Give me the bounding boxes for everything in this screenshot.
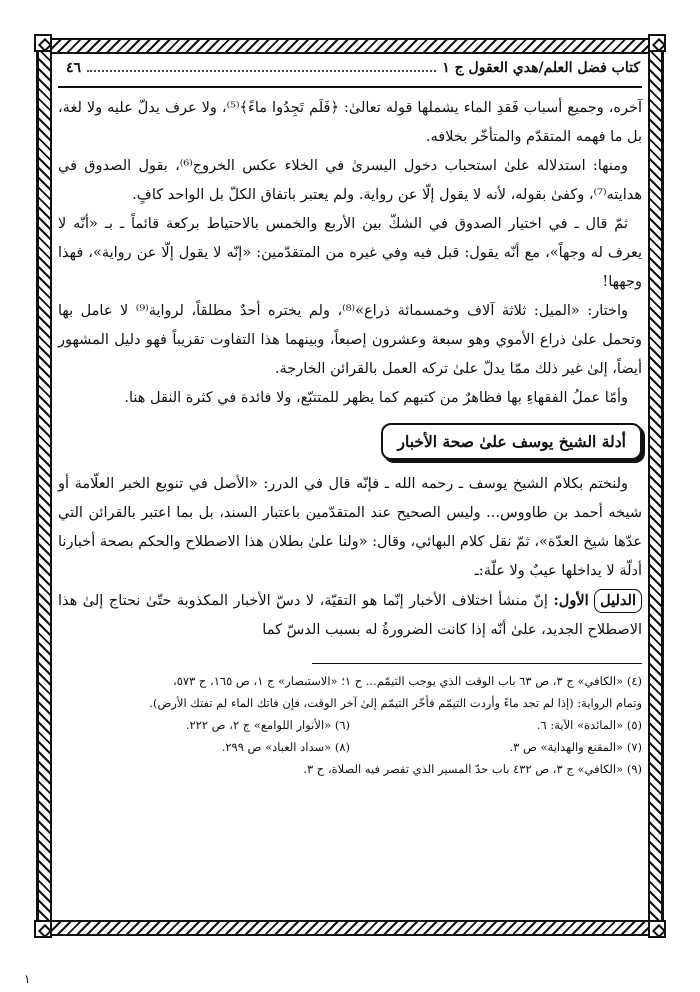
page-number: ٤٦ [66,60,82,76]
footnote: (٥) «المائدة» الآية: ٦. [536,718,642,732]
evidence-paragraph [58,586,642,645]
frame-corner-ornament [648,34,666,52]
paragraph: ولنختم بكلام الشيخ يوسف ـ رحمه الله ـ فإنّه قال في الدرر: «الأصل في تنويع الخبر العلّامة أو شيخه أحمد بن طاووس... وليس الصحيح عند المتقدّمين باعتبار السند، بل بما اعتبر بالقرائن التي عدّها شيخ العدّة»، ثمّ نقل كلام البهائي، وقال: «ولنا علىٰ بطلان هذا الاصطلاح والحكم بصحة أخبارنا أدلّة لا يداخلها عيبٌ ولا علّة:ـ [58,476,642,579]
footnote: (٨) «سداد العباد» ص ٢٩٩. [221,740,350,754]
footnote-continuation: وتمام الرواية: (إذا لم تجد ماءً وأردت التيمّم فأخّر التيمّم إلىٰ آخر الوقت، فإن فاتك الماء لم تفتك الأرض). [149,696,642,710]
frame-corner-ornament [648,920,666,938]
paragraph: وأمّا عملُ الفقهاءِ بها فظاهرٌ من كتبهم كما يظهر للمتتبّع، ولا فائدة في كثرة النقل هنا. [124,390,628,406]
footnote: (٤) «الكافي» ج ٣، ص ٦٣ باب الوقت الذي يوجب التيمّم... ح ١؛ «الاستبصار» ج ١، ص ١٦٥، ح ٥٧٣، [173,674,642,688]
header-leader-dots [87,60,436,72]
paragraph: واختار: «الميل: ثلاثة آلاف وخمسمائة ذراع»⁽⁸⁾، ولم يختره أحدٌ مطلقاً، لرواية⁽⁹⁾ لا عامل بها وتحمل علىٰ ذراع الأموي وهو سبعة وعشرون إصبعاً، وبينهما هذا التفاوت تقريباً فهو دليل المشهور أيضاً، إلىٰ غير ذلك ممّا يدلّ علىٰ تركه العمل بالقرائن الخارجة. [58,303,642,377]
evidence-label: الدليل [594,589,642,613]
frame-border-right [649,52,661,922]
footnote-row [58,736,642,758]
page-content [58,60,642,915]
book-title: كتاب فضل العلم/هدي العقول ج ١ [442,60,640,76]
section-heading-container [58,423,642,460]
footnote: (٧) «المقنع والهداية» ص ٣. [509,740,642,754]
corner-mark: ١ [24,972,31,986]
footnote-row [58,714,642,736]
paragraph: ومنها: استدلاله علىٰ استحباب دخول اليسرىٰ في الخلاء عكس الخروج⁽⁶⁾، بقول الصدوق في هدايته⁽⁷⁾، وكفىٰ بقوله، لأنه لا يقول إلّا عن رواية. ولم يعتبر باتفاق الكلّ بل الواحد كافٍ. [58,158,642,203]
evidence-text: إنّ منشأ اختلاف الأخبار إنّما هو التقيّة، لا دسّ الأخبار المكذوبة حتّىٰ نحتاج إلىٰ هذا الاصطلاح الجديد، علىٰ أنّه إذا كانت الضرورةُ له بسبب الدسّ كما [58,593,642,638]
section-heading: أدلة الشيخ يوسف علىٰ صحة الأخبار [381,423,642,460]
frame-border-bottom [39,922,661,934]
paragraph: ثمّ قال ـ في اختيار الصدوق في الشكّ بين الأربع والخمس بالاحتياط بركعة قائماً ـ بـ «أنّه لا يعرف له وجهاً»، مع أنّه يقول: قبل فيه وفي غيره من المتقدّمين: «إنّه لا يقول إلّا عن رواية»، فهذا وجهها! [58,216,642,290]
paragraph: آخره، وجميع أسباب فَقدِ الماء يشملها قوله تعالىٰ: ﴿فَلَم تَجِدُوا ماءً﴾⁽⁵⁾، ولا عرف يدلّ عليه ولا لغة، بل ما فهمه المتقدّم والمتأخّر بخلافه. [58,100,642,145]
footnote: (٦) «الأنوار اللوامع» ج ٢، ص ٢٢٢. [185,718,350,732]
footnote: (٩) «الكافي» ج ٣، ص ٤٣٢ باب حدّ المسير الذي تقصر فيه الصلاة، ح ٣. [303,762,642,776]
frame-corner-ornament [34,34,52,52]
footnotes [58,670,642,780]
frame-border-top [39,40,661,52]
footnote-separator [312,663,642,664]
running-header [58,60,642,88]
frame-corner-ornament [34,920,52,938]
main-text [58,94,642,645]
evidence-ordinal: الأول: [553,592,589,609]
